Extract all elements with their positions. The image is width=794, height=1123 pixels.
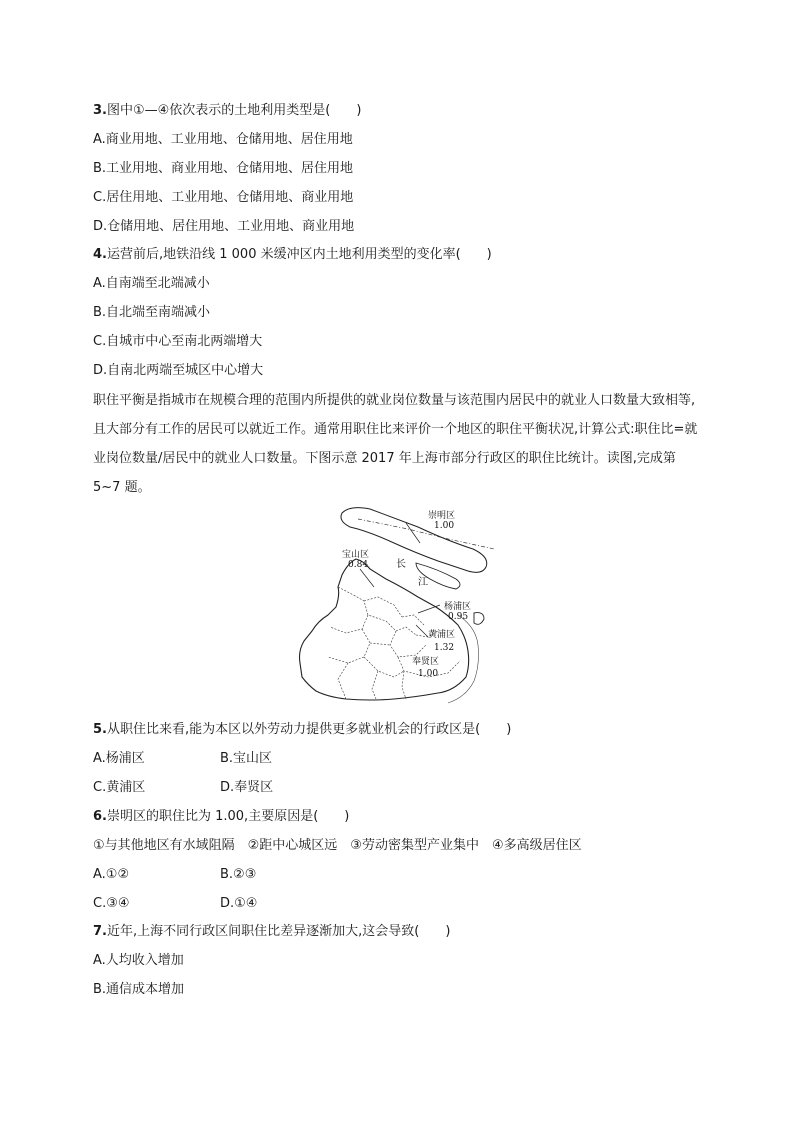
fengxian-label: 奉贤区	[412, 657, 440, 667]
river-char-chang: 长	[396, 559, 406, 570]
baoshan-label: 宝山区	[342, 550, 370, 560]
q5-stem	[93, 721, 511, 739]
q4-stem	[93, 246, 492, 264]
q5-row-1	[93, 750, 273, 768]
shanghai-district-map	[298, 505, 498, 710]
q6-statements: ①与其他地区有水域阻隔 ②距中心城区远 ③劳动密集型产业集中 ④多高级居住区	[93, 838, 582, 853]
q4-stem-text: 运营前后,地铁沿线 1 000 米缓冲区内土地利用类型的变化率( )	[106, 247, 492, 262]
q5-option-b[interactable]: B.宝山区	[220, 751, 273, 766]
q7-number: 7.	[93, 924, 107, 939]
q4-option-b[interactable]: B.自北端至南端减小	[93, 305, 211, 320]
q5-option-a[interactable]: A.杨浦区	[93, 751, 145, 766]
q3-option-a[interactable]: A.商业用地、工业用地、仓储用地、居住用地	[93, 132, 353, 147]
q7-stem-text: 近年,上海不同行政区间职住比差异逐渐加大,这会导致( )	[106, 924, 451, 939]
q3-stem-text: 图中①—④依次表示的土地利用类型是( )	[106, 103, 362, 118]
q6-option-d[interactable]: D.①④	[220, 896, 258, 911]
q3-option-c[interactable]: C.居住用地、工业用地、仓储用地、商业用地	[93, 190, 354, 205]
outer-coastline	[448, 615, 479, 703]
q6-option-a[interactable]: A.①②	[93, 867, 130, 882]
passage: 职住平衡是指城市在规模合理的范围内所提供的就业岗位数量与该范围内居民中的就业人口数量大致相等,且大部分有工作的居民可以就近工作。通常用职住比来评价一个地区的职住平衡状况,计算公式:职住比=就业岗位数量/居民中的就业人口数量。下图示意 2017 年上海市部分行政区的职住比统计。读图,完成第 5~7 题。	[93, 393, 698, 495]
q6-row-1	[93, 866, 257, 884]
q6-stem-text: 崇明区的职住比为 1.00,主要原因是( )	[106, 809, 350, 824]
q5-row-2	[93, 779, 274, 797]
q6-number: 6.	[93, 809, 107, 824]
q3-stem	[93, 102, 361, 120]
yangpu-value: 0.95	[448, 612, 469, 622]
q6-option-b[interactable]: B.②③	[220, 867, 257, 882]
chongming-value: 1.00	[434, 521, 455, 531]
q6-stem	[93, 808, 349, 826]
q7-option-b[interactable]: B.通信成本增加	[93, 982, 185, 997]
hengsha-island-outline	[474, 613, 484, 625]
yangpu-label: 杨浦区	[444, 602, 472, 612]
q4-number: 4.	[93, 247, 107, 262]
q5-number: 5.	[93, 722, 107, 737]
huangpu-value: 1.32	[434, 643, 455, 653]
chongming-label: 崇明区	[428, 511, 456, 521]
q4-option-a[interactable]: A.自南端至北端减小	[93, 276, 210, 291]
q3-option-d[interactable]: D.仓储用地、居住用地、工业用地、商业用地	[93, 219, 355, 234]
huangpu-label: 黄浦区	[428, 630, 456, 640]
estuary-boundary-line	[358, 519, 494, 549]
q5-option-d[interactable]: D.奉贤区	[220, 780, 274, 795]
q3-option-b[interactable]: B.工业用地、商业用地、仓储用地、居住用地	[93, 161, 354, 176]
q6-row-2	[93, 895, 258, 913]
river-char-jiang: 江	[418, 577, 428, 588]
baoshan-value: 0.84	[348, 560, 369, 570]
q3-number: 3.	[93, 103, 107, 118]
q5-option-c[interactable]: C.黄浦区	[93, 780, 146, 795]
fengxian-value: 1.00	[418, 669, 439, 679]
q6-option-c[interactable]: C.③④	[93, 896, 130, 911]
q5-stem-text: 从职住比来看,能为本区以外劳动力提供更多就业机会的行政区是( )	[106, 722, 512, 737]
q4-option-c[interactable]: C.自城市中心至南北两端增大	[93, 334, 263, 349]
q7-stem	[93, 923, 450, 941]
q4-option-d[interactable]: D.自南北两端至城区中心增大	[93, 363, 264, 378]
q7-option-a[interactable]: A.人均收入增加	[93, 953, 184, 968]
